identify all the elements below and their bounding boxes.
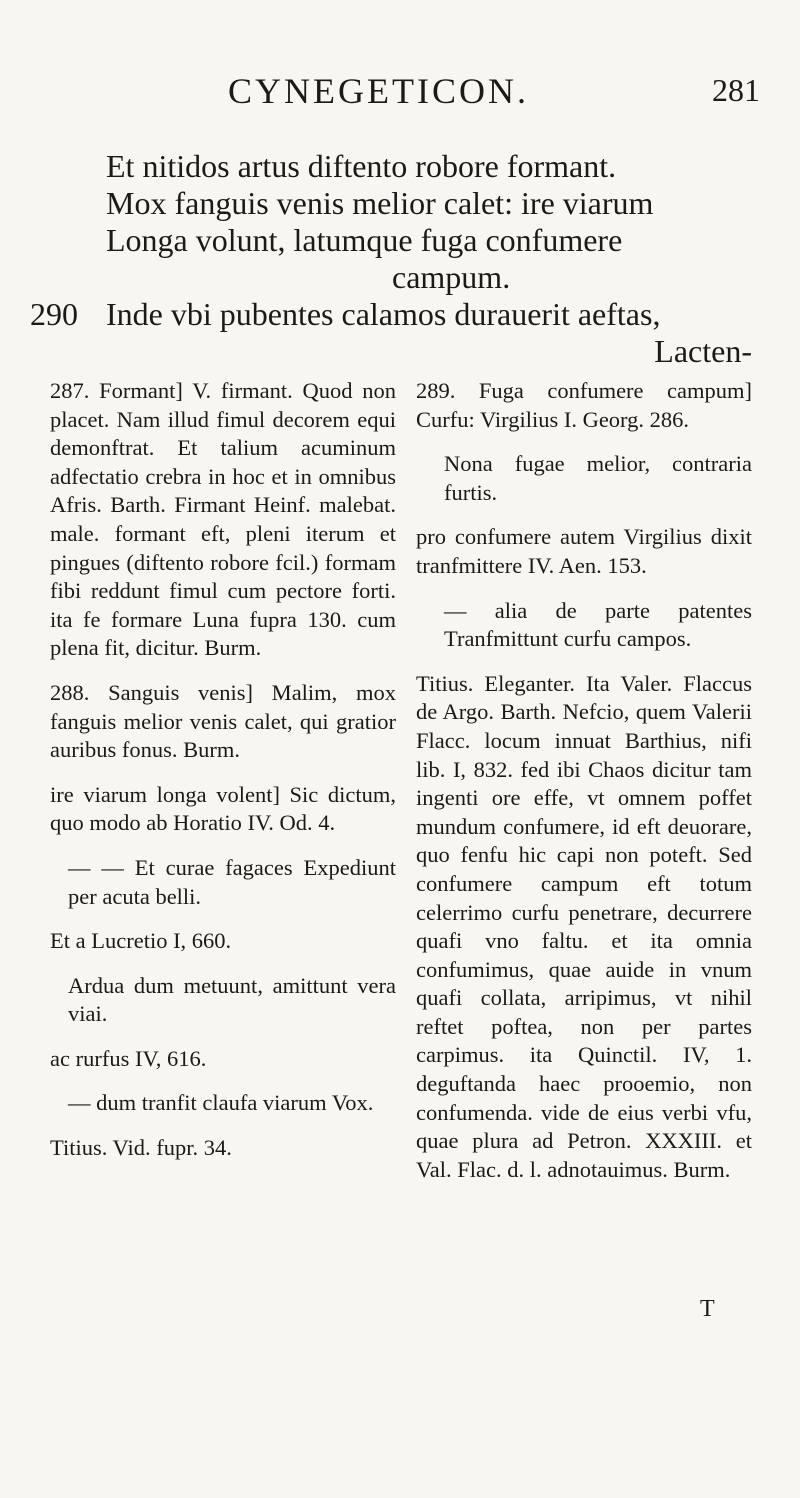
notes-right-column [416, 377, 752, 1184]
page-header [60, 70, 760, 120]
note-paragraph: pro confumere autem Virgilius dixit tranfmittere IV. Aen. 153. [416, 524, 752, 578]
verse-line [30, 296, 770, 333]
verse-line-continuation [30, 259, 770, 296]
verse-text: Mox fanguis venis melior calet: ire viarum [106, 185, 654, 221]
verse-text: campum. [392, 259, 511, 295]
catchword: Lacten- [654, 333, 752, 369]
catchword-line [30, 333, 770, 370]
note-paragraph: Titius. Vid. fupr. 34. [50, 1135, 232, 1161]
note-quotation: — — Et curae fagaces Expediunt per acuta belli. [68, 854, 396, 909]
verse-block [30, 148, 770, 370]
running-title: CYNEGETICON. [228, 71, 529, 111]
note-quotation: Ardua dum metuunt, amittunt vera viai. [68, 972, 396, 1027]
verse-text: Longa volunt, latumque fuga confumere [106, 222, 623, 258]
verse-text: Et nitidos artus diftento robore formant. [106, 148, 617, 184]
verse-line [30, 185, 770, 222]
verse-line [30, 222, 770, 259]
note-quotation: — alia de parte patentes Tranfmittunt curfu campos. [444, 597, 752, 652]
note-quotation: Nona fugae melior, contraria furtis. [444, 451, 752, 505]
signature-mark: T [700, 1296, 715, 1322]
note-paragraph: ac rurfus IV, 616. [50, 1045, 207, 1071]
note-quotation: — dum tranfit claufa viarum Vox. [68, 1090, 374, 1116]
verse-number: 290 [30, 296, 78, 332]
note-288: 288. Sanguis venis] Malim, mox fanguis melior venis calet, qui gratior auribus fonus. Burm. [50, 679, 396, 763]
verse-text: Inde vbi pubentes calamos durauerit aeftas, [106, 296, 661, 332]
note-paragraph: Titius. Eleganter. Ita Valer. Flaccus de Argo. Barth. Nefcio, quem Valerii Flacc. locum innuat Barthius, nifi lib. I, 832. fed ibi Chaos dicitur tam ingenti ore effe, vt omnem poffet mundum confumere, id eft deuorare, quo fenfu hic capi non poteft. Sed confumere campum eft totum celerrimo curfu penetrare, decurrere quafi vno faltu. et ita omnia confumimus, quae auide in vnum quafi collata, arripimus, vt nihil reftet poftea, non per partes carpimus. ita Quinctil. IV, 1. deguftanda haec prooemio, non confumenda. vide de eius verbi vfu, quae plura ad Petron. XXXIII. et Val. Flac. d. l. adnotauimus. Burm. [416, 670, 752, 1182]
notes-left-column [50, 377, 396, 1163]
note-287: 287. Formant] V. firmant. Quod non placet. Nam illud fimul decorem equi demonftrat. Et talium acuminum adfectatio crebra in hoc et in omnibus Afris. Barth. Firmant Heinf. malebat. male. formant eft, pleni iterum et pingues (diftento robore fcil.) formam fibi reddunt fimul cum pectore forti. ita fe formare Luna fupra 130. cum plena fit, dicitur. Burm. [50, 378, 396, 661]
note-paragraph: Et a Lucretio I, 660. [50, 928, 232, 954]
page-number: 281 [712, 72, 760, 108]
note-289: 289. Fuga confumere campum] Curfu: Virgilius I. Georg. 286. [416, 378, 752, 432]
verse-line [30, 148, 770, 185]
note-paragraph: ire viarum longa volent] Sic dictum, quo modo ab Horatio IV. Od. 4. [50, 781, 396, 836]
